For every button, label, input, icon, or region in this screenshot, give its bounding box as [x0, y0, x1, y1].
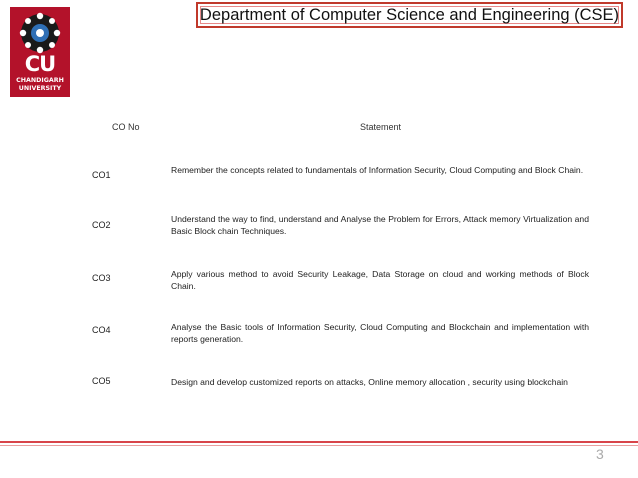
logo-name-line1: CHANDIGARH: [16, 77, 64, 84]
co-statement: Understand the way to find, understand and Analyse the Problem for Errors, Attack memory Virtualization and Basic Block chain Techniques.: [171, 214, 589, 236]
co-number: CO2: [92, 220, 111, 230]
university-logo: [10, 7, 70, 97]
logo-university-name: [10, 77, 70, 93]
co-statement: Remember the concepts related to fundamentals of Information Security, Cloud Computing and Block Chain.: [171, 165, 584, 175]
co-statement: Analyse the Basic tools of Information Security, Cloud Computing and Blockchain and implementation with reports generation.: [171, 322, 589, 344]
co-number: CO1: [92, 170, 111, 180]
emblem-icon: [13, 10, 67, 56]
footer-divider: [0, 441, 638, 443]
co-statement: Apply various method to avoid Security Leakage, Data Storage on cloud and working methods of Block Chain.: [171, 269, 589, 291]
page-number: 3: [596, 446, 604, 462]
column-header-co-no: CO No: [112, 122, 140, 132]
footer-divider-thin: [0, 445, 638, 446]
co-number: CO5: [92, 376, 111, 386]
column-header-statement: Statement: [360, 122, 402, 132]
logo-name-line2: UNIVERSITY: [18, 85, 62, 92]
department-header: [196, 2, 623, 28]
co-number: CO3: [92, 273, 111, 283]
department-title: Department of Computer Science and Engineering (CSE): [199, 5, 620, 24]
co-number: CO4: [92, 325, 111, 335]
co-statement: Design and develop customized reports on attacks, Online memory allocation , security using blockchain: [171, 377, 568, 387]
logo-initials: CU: [24, 52, 56, 76]
